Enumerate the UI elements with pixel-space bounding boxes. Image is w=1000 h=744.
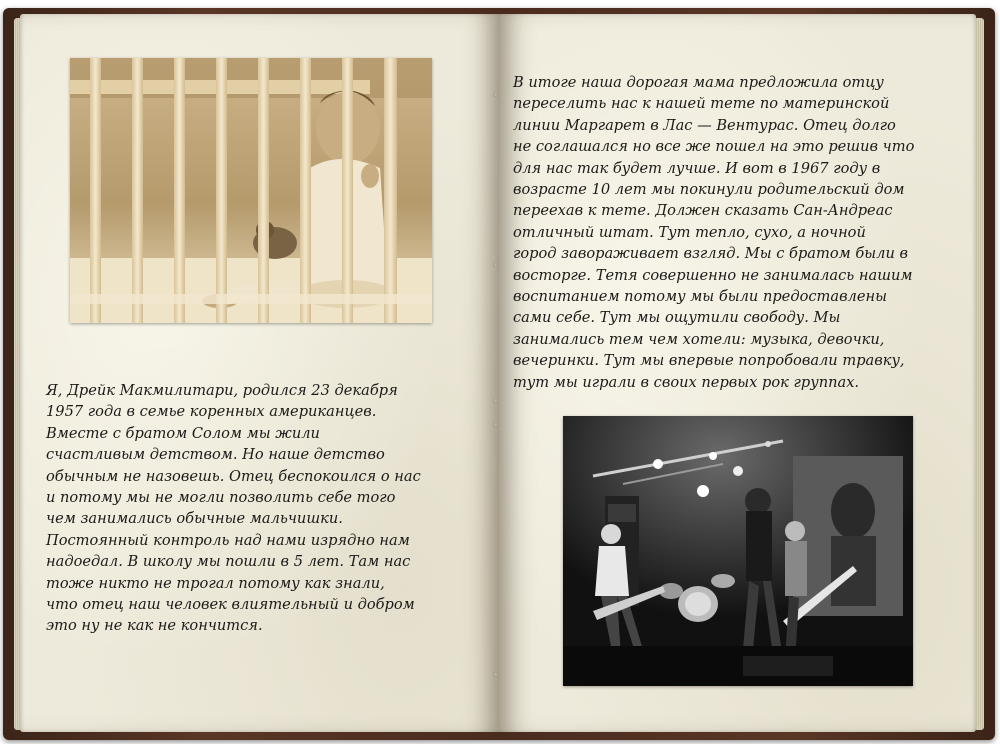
text-line: сами себе. Тут мы ощутили свободу. Мы xyxy=(513,309,841,327)
text-line: Постоянный контроль над нами изрядно нам xyxy=(46,531,410,549)
crib-illustration xyxy=(70,58,432,323)
text-line: не соглашался но все же пошел на это решив что xyxy=(513,138,915,156)
stitch-hole xyxy=(493,92,498,97)
photo-child-in-crib xyxy=(70,58,432,323)
photo-rock-band xyxy=(563,416,913,686)
text-line: для нас так будет лучше. И вот в 1967 году в xyxy=(513,159,881,177)
text-line: что отец наш человек влиятельный и добром xyxy=(46,596,415,614)
page-edges-right xyxy=(976,18,984,730)
text-line: и потому мы не могли позволить себе того xyxy=(46,489,396,507)
text-line: чем занимались обычные мальчишки. xyxy=(46,510,343,528)
text-line: восторге. Тетя совершенно не занималась нашим xyxy=(513,266,913,284)
text-line: тоже никто не трогал потому как знали, xyxy=(46,574,385,592)
right-page-paragraph xyxy=(513,72,968,393)
text-line: переселить нас к нашей тете по материнской xyxy=(513,95,890,113)
stitch-hole xyxy=(493,262,498,267)
text-line: 1957 года в семье коренных американцев. xyxy=(46,403,377,421)
text-line: Вместе с братом Солом мы жили xyxy=(46,424,320,442)
text-line: Я, Дрейк Макмилитари, родился 23 декабря xyxy=(46,382,398,399)
text-line: это ну не как не кончится. xyxy=(46,617,263,635)
text-line: переехав к тете. Должен сказать Сан-Андреас xyxy=(513,202,893,220)
text-line: обычным не назовешь. Отец беспокоился о нас xyxy=(46,467,421,485)
text-line: счастливым детством. Но наше детство xyxy=(46,446,385,464)
text-line: занимались тем чем хотели: музыка, девочки, xyxy=(513,330,885,348)
text-line: тут мы играли в своих первых рок группах. xyxy=(513,373,860,391)
text-line: отличный штат. Тут тепло, сухо, а ночной xyxy=(513,223,866,241)
text-line: город завораживает взгляд. Мы с братом были в xyxy=(513,245,908,263)
band-illustration xyxy=(563,416,913,686)
text-line: линии Маргарет в Лас — Вентурас. Отец долго xyxy=(513,116,896,134)
text-line: воспитанием потому мы были предоставлены xyxy=(513,288,887,306)
text-line: надоедал. В школу мы пошли в 5 лет. Там нас xyxy=(46,553,411,571)
text-line: возрасте 10 лет мы покинули родительский дом xyxy=(513,181,905,199)
stitch-hole xyxy=(493,672,498,677)
left-page-paragraph xyxy=(46,380,494,637)
text-line: вечеринки. Тут мы впервые попробовали травку, xyxy=(513,352,905,370)
text-line: В итоге наша дорогая мама предложила отцу xyxy=(513,74,884,91)
